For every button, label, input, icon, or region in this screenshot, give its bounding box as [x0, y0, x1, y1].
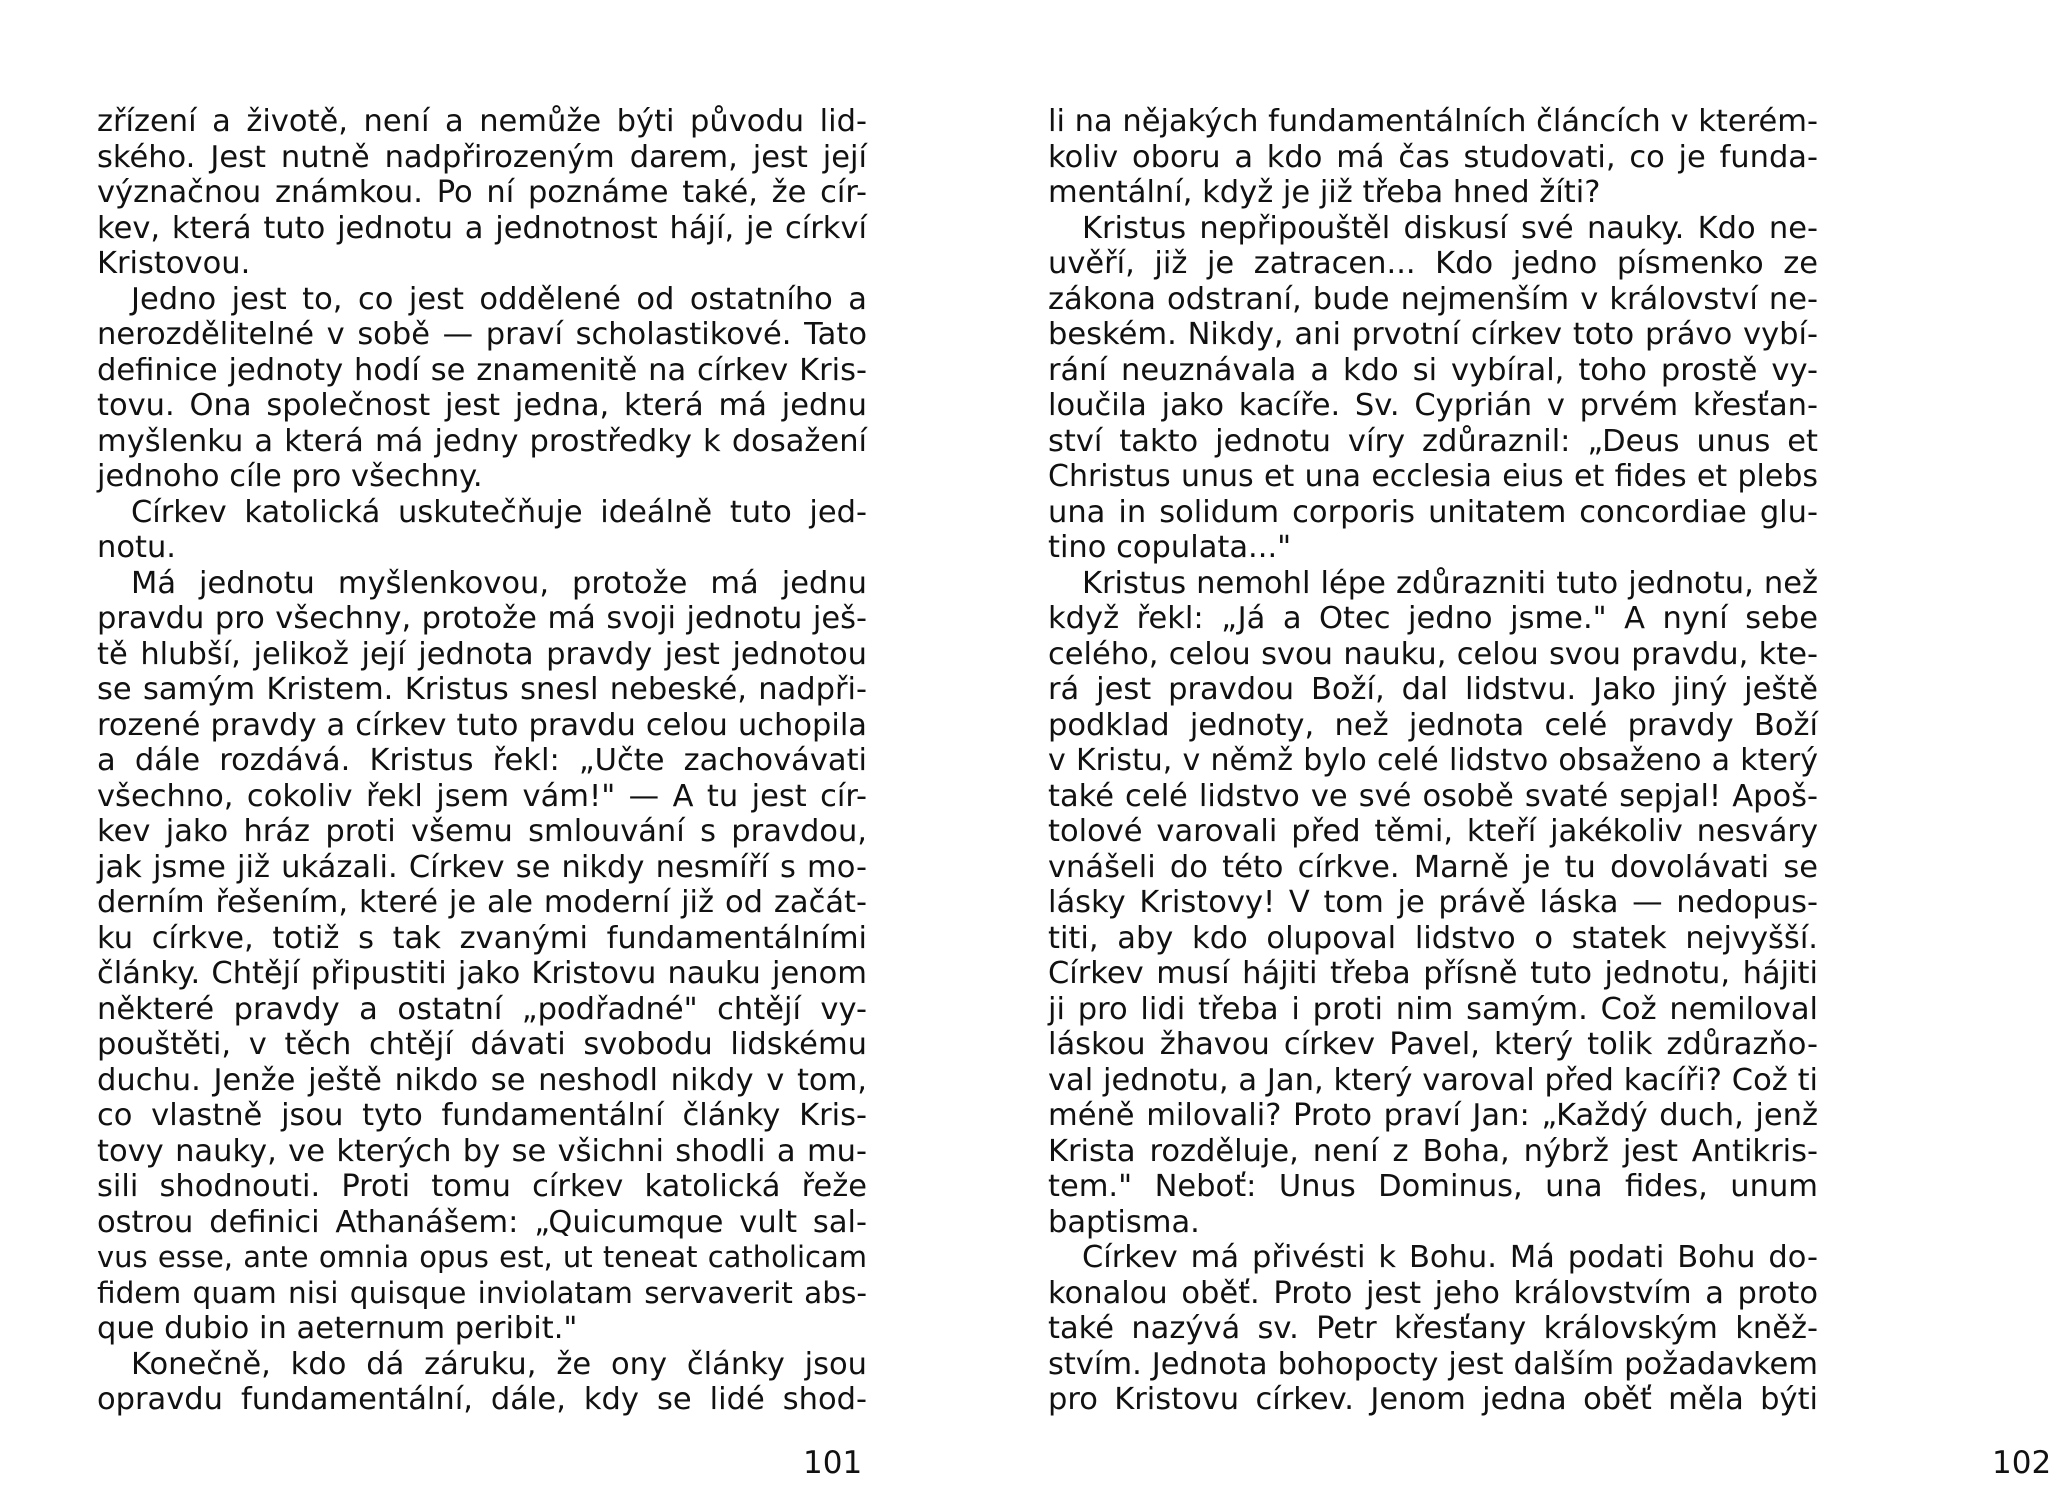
- text-line: sili shodnouti. Proti tomu církev katolická řeže: [97, 1169, 867, 1204]
- text-line: Kristovou.: [97, 246, 251, 281]
- text-line: stvím. Jednota bohopocty jest dalším požadavkem: [1048, 1346, 1818, 1382]
- text-line: Má jednotu myšlenkovou, protože má jednu: [131, 565, 867, 601]
- left-page-text: [97, 104, 867, 1418]
- text-line: také nazývá sv. Petr křesťany královským kněž-: [1048, 1311, 1818, 1346]
- text-line: tino copulata...": [1048, 530, 1292, 565]
- text-line: koliv oboru a kdo má čas studovati, co je funda-: [1048, 139, 1818, 175]
- text-line: definice jednoty hodí se znamenitě na církev Kris-: [97, 352, 867, 388]
- text-line: Církev má přivésti k Bohu. Má podati Bohu do-: [1082, 1240, 1818, 1275]
- text-line: Kristus nepřipouštěl diskusí své nauky. Kdo ne-: [1082, 210, 1818, 246]
- text-line: se samým Kristem. Kristus snesl nebeské, nadpři-: [97, 672, 867, 707]
- text-line: derním řešením, které je ale moderní již od začát-: [97, 885, 867, 920]
- text-line: tě hlubší, jelikož její jednota pravdy jest jednotou: [97, 636, 867, 672]
- right-page-text: [1048, 104, 1818, 1418]
- text-line: ku církve, totiž s tak zvanými fundamentálními: [97, 920, 867, 956]
- text-line: tovy nauky, ve kterých by se všichni shodli a mu-: [97, 1133, 867, 1169]
- text-line: ského. Jest nutně nadpřirozeným darem, jest její: [97, 139, 867, 175]
- text-line: una in solidum corporis unitatem concordiae glu-: [1048, 494, 1818, 530]
- text-line: notu.: [97, 530, 176, 565]
- text-line: kev, která tuto jednotu a jednotnost hájí, je církví: [97, 210, 867, 246]
- text-line: rá jest pravdou Boží, dal lidstvu. Jako jiný ještě: [1048, 672, 1818, 707]
- text-line: baptisma.: [1048, 1204, 1200, 1240]
- text-line: rání neuznávala a kdo si vybíral, toho prostě vy-: [1048, 352, 1818, 388]
- text-line: que dubio in aeternum peribit.": [97, 1311, 578, 1346]
- text-line: jak jsme již ukázali. Církev se nikdy nesmíří s mo-: [97, 849, 867, 885]
- text-line: láskou žhavou církev Pavel, který tolik zdůrazňo-: [1048, 1027, 1818, 1062]
- text-line: ství takto jednotu víry zdůraznil: „Deus unus et: [1048, 423, 1818, 459]
- text-line: tem." Neboť: Unus Dominus, una fides, unum: [1048, 1169, 1818, 1204]
- text-line: podklad jednoty, než jednota celé pravdy Boží: [1048, 707, 1818, 743]
- text-line: některé pravdy a ostatní „podřadné" chtějí vy-: [97, 991, 867, 1027]
- right-page-number: 102: [1992, 1445, 2051, 1481]
- text-line: pro Kristovu církev. Jenom jedna oběť měla býti: [1048, 1382, 1818, 1417]
- text-line: celého, celou svou nauku, celou svou pravdu, kte-: [1048, 636, 1818, 672]
- text-line: zákona odstraní, bude nejmenším v království ne-: [1048, 281, 1818, 317]
- text-line: kev jako hráz proti všemu smlouvání s pravdou,: [97, 814, 867, 849]
- text-line: Jedno jest to, co jest oddělené od ostatního a: [131, 281, 867, 317]
- text-line: rozené pravdy a církev tuto pravdu celou uchopila: [97, 707, 867, 743]
- text-line: lásky Kristovy! V tom je právě láska — nedopus-: [1048, 885, 1818, 920]
- text-line: ji pro lidi třeba i proti nim samým. Což nemiloval: [1048, 991, 1818, 1027]
- text-line: Církev musí hájiti třeba přísně tuto jednotu, hájiti: [1048, 956, 1818, 991]
- left-page: [0, 0, 945, 1500]
- text-line: konalou oběť. Proto jest jeho královstvím a proto: [1048, 1275, 1818, 1311]
- text-line: jednoho cíle pro všechny.: [97, 459, 483, 494]
- text-line: když řekl: „Já a Otec jedno jsme." A nyní sebe: [1048, 601, 1818, 636]
- text-line: vus esse, ante omnia opus est, ut teneat catholicam: [97, 1240, 867, 1274]
- text-line: tovu. Ona společnost jest jedna, která má jednu: [97, 388, 867, 423]
- text-line: v Kristu, v němž bylo celé lidstvo obsaženo a který: [1048, 743, 1818, 778]
- text-line: val jednotu, a Jan, který varoval před kacíři? Což ti: [1048, 1062, 1818, 1098]
- text-line: Christus unus et una ecclesia eius et fides et plebs: [1048, 459, 1818, 494]
- text-line: všechno, cokoliv řekl jsem vám!" — A tu jest cír-: [97, 778, 867, 814]
- right-page: [945, 0, 2051, 1500]
- text-line: co vlastně jsou tyto fundamentální články Kris-: [97, 1098, 867, 1133]
- text-line: ostrou definici Athanášem: „Quicumque vult sal-: [97, 1204, 867, 1240]
- text-line: články. Chtějí připustiti jako Kristovu nauku jenom: [97, 956, 867, 991]
- text-line: duchu. Jenže ještě nikdo se neshodl nikdy v tom,: [97, 1062, 867, 1098]
- text-line: význačnou známkou. Po ní poznáme také, že cír-: [97, 175, 867, 210]
- text-line: loučila jako kacíře. Sv. Cyprián v prvém křesťan-: [1048, 388, 1818, 423]
- text-line: a dále rozdává. Kristus řekl: „Učte zachovávati: [97, 743, 867, 778]
- text-line: pouštěti, v těch chtějí dávati svobodu lidskému: [97, 1027, 867, 1062]
- text-line: opravdu fundamentální, dále, kdy se lidé shod-: [97, 1382, 867, 1417]
- text-line: Konečně, kdo dá záruku, že ony články jsou: [131, 1346, 867, 1382]
- text-line: fidem quam nisi quisque inviolatam servaverit abs-: [97, 1275, 867, 1310]
- text-line: Církev katolická uskutečňuje ideálně tuto jed-: [131, 494, 867, 530]
- text-line: vnášeli do této církve. Marně je tu dovolávati se: [1048, 849, 1818, 885]
- text-line: zřízení a životě, není a nemůže býti původu lid-: [97, 104, 867, 139]
- text-line: Kristus nemohl lépe zdůrazniti tuto jednotu, než: [1082, 565, 1818, 601]
- text-line: myšlenku a která má jedny prostředky k dosažení: [97, 423, 867, 459]
- left-page-number: 101: [803, 1445, 863, 1481]
- text-line: uvěří, již je zatracen... Kdo jedno písmenko ze: [1048, 246, 1818, 281]
- text-line: méně milovali? Proto praví Jan: „Každý duch, jenž: [1048, 1098, 1818, 1133]
- text-line: Krista rozděluje, není z Boha, nýbrž jest Antikris-: [1048, 1133, 1818, 1169]
- text-line: li na nějakých fundamentálních článcích v kterém-: [1048, 104, 1818, 139]
- text-line: pravdu pro všechny, protože má svoji jednotu ješ-: [97, 601, 867, 636]
- text-line: také celé lidstvo ve své osobě svaté sepjal! Apoš-: [1048, 778, 1818, 814]
- text-line: mentální, když je již třeba hned žíti?: [1048, 175, 1601, 210]
- text-line: beském. Nikdy, ani prvotní církev toto právo vybí-: [1048, 317, 1818, 352]
- text-line: nerozdělitelné v sobě — praví scholastikové. Tato: [97, 317, 867, 352]
- text-line: titi, aby kdo olupoval lidstvo o statek nejvyšší.: [1048, 920, 1818, 956]
- text-line: tolové varovali před těmi, kteří jakékoliv nesváry: [1048, 814, 1818, 849]
